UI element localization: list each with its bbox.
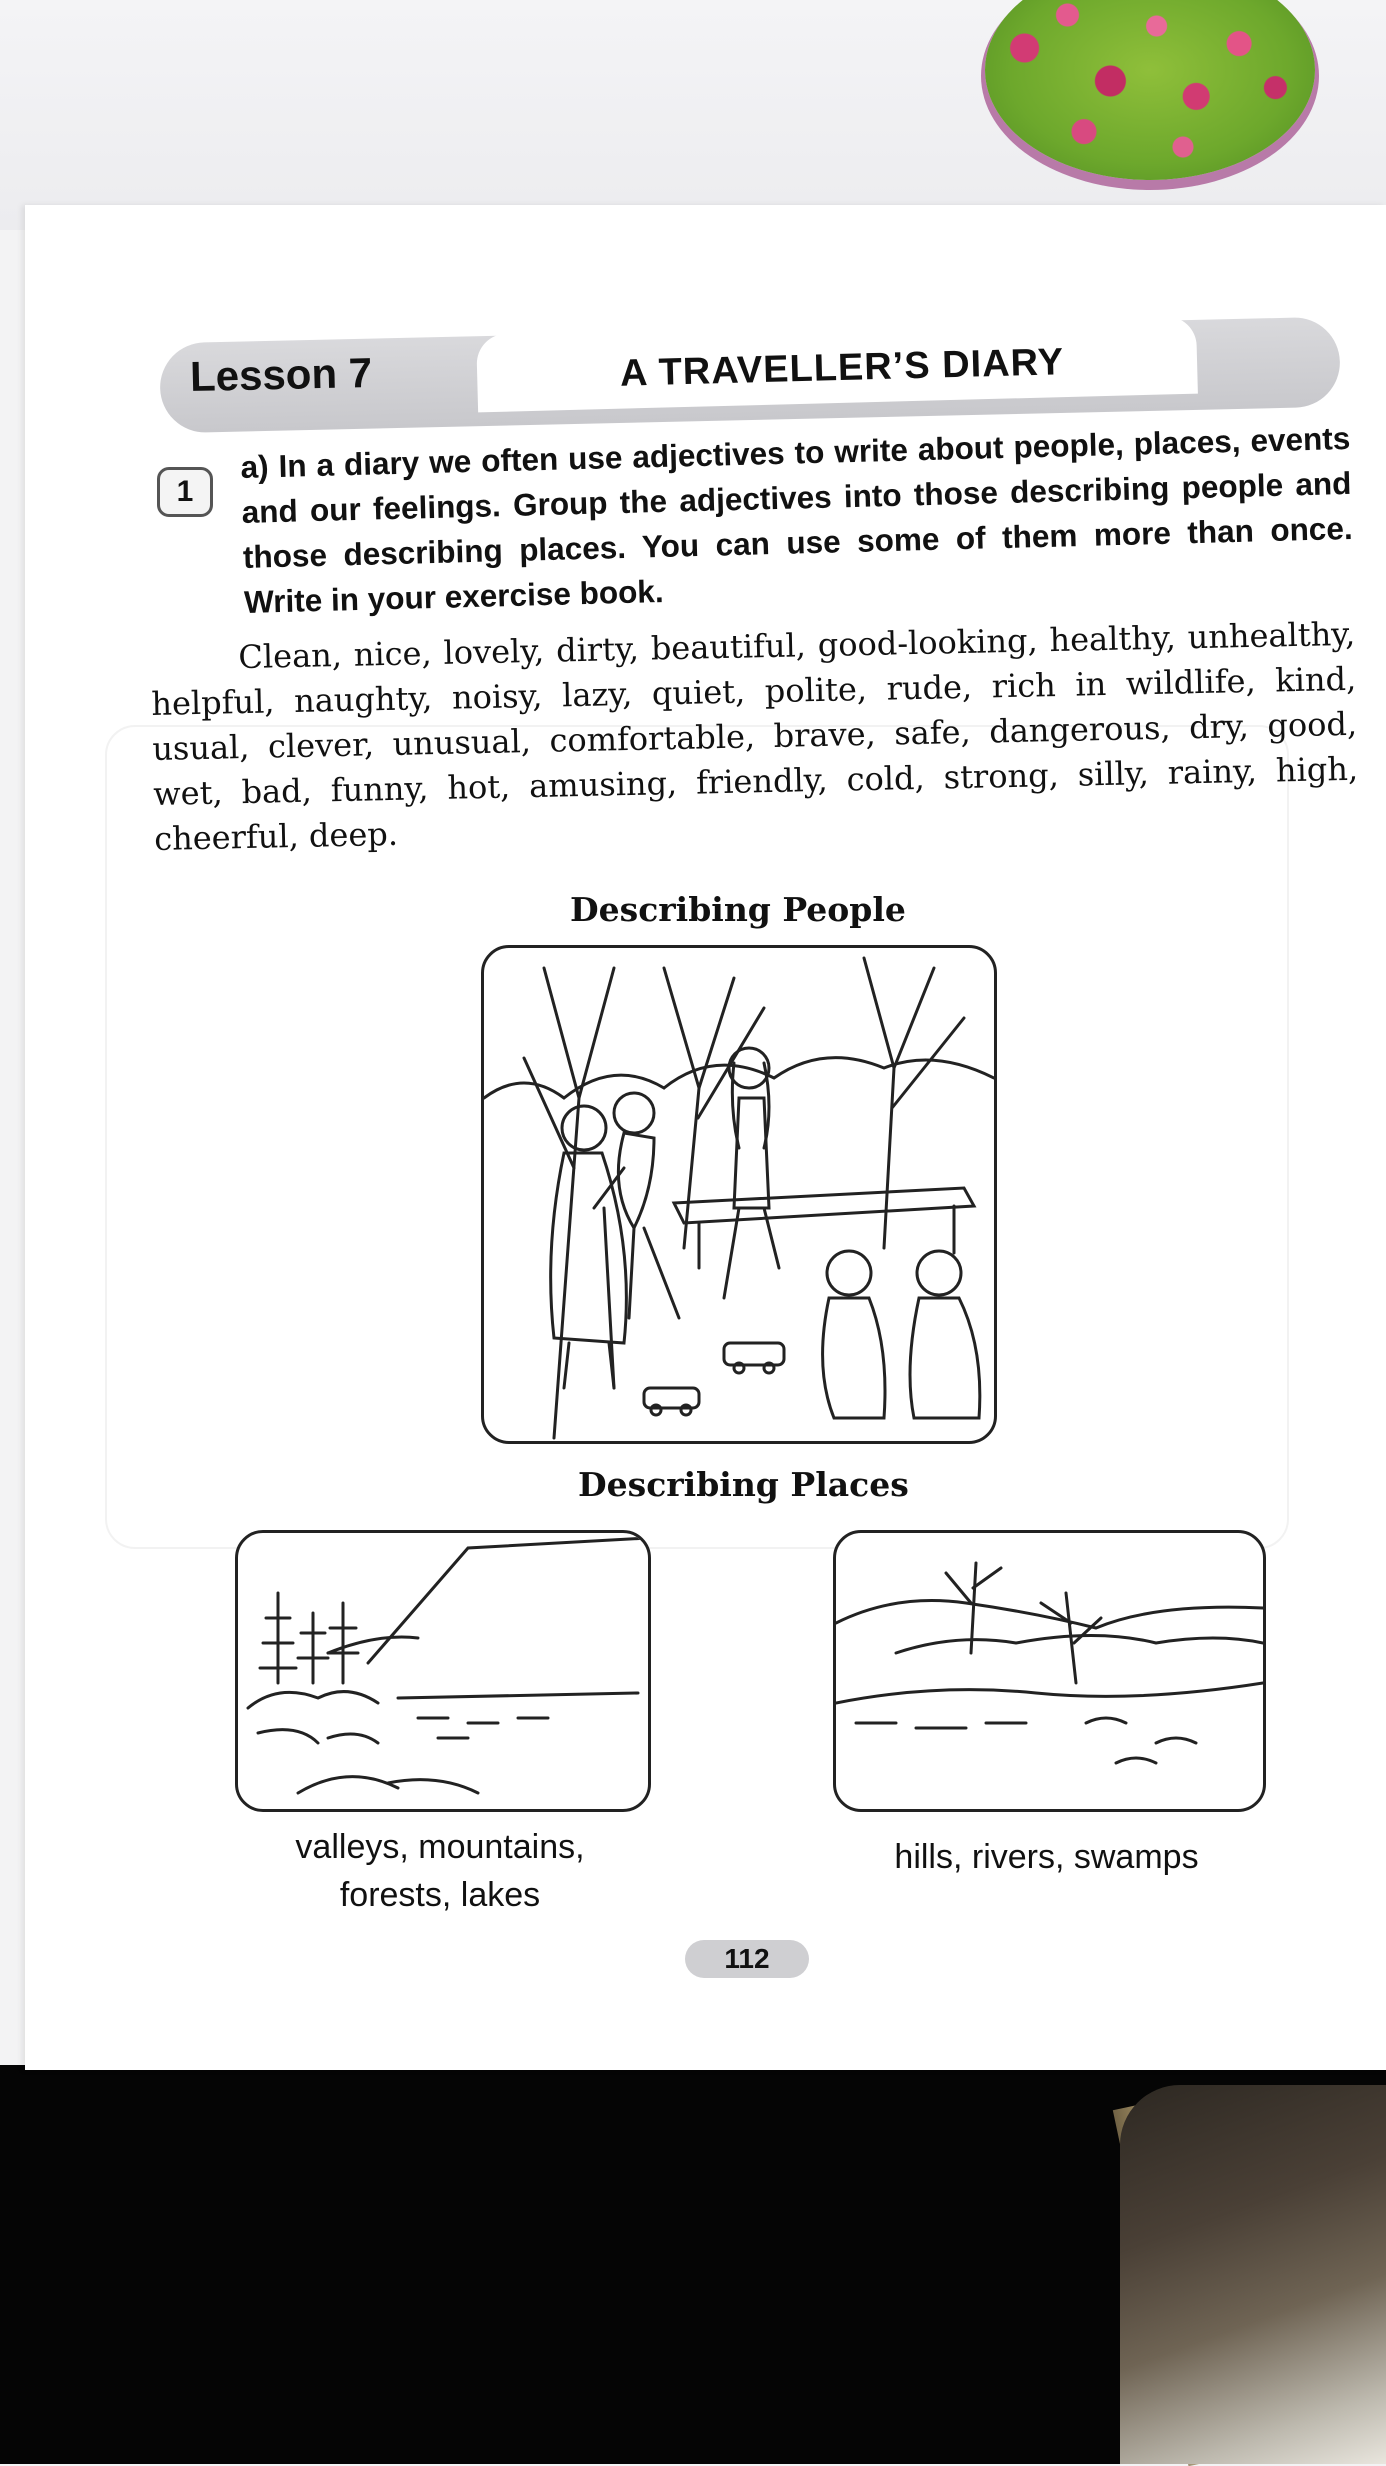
page-number: 112 — [685, 1940, 809, 1978]
boy-head — [614, 1093, 654, 1133]
valley-caption — [240, 1823, 640, 1919]
tree-right — [864, 958, 964, 1248]
valley-caption-line1: valleys, mountains, — [295, 1828, 585, 1866]
describing-places-heading: Describing Places — [578, 1465, 909, 1504]
valley-illustration — [235, 1530, 651, 1812]
old-woman-head — [562, 1106, 606, 1150]
pine-tree-1 — [260, 1593, 296, 1683]
swamp-tufts — [1086, 1718, 1196, 1763]
bag — [1120, 2085, 1386, 2464]
toy-car-1 — [724, 1343, 784, 1365]
lesson-title: A TRAVELLER’S DIARY — [619, 341, 1065, 395]
lesson-label: Lesson 7 — [189, 348, 373, 401]
walking-stick — [604, 1208, 614, 1388]
river-bank — [836, 1683, 1263, 1703]
bench-seat — [674, 1188, 974, 1223]
describing-people-heading: Describing People — [570, 890, 906, 929]
textbook-page — [25, 205, 1386, 2070]
exercise-instruction: a) In a diary we often use adjectives to write about people, places, events and our feelings. Group the adjectives into those describing people and those describing places. You can use some of them more than once. Write in your exercise book. — [240, 419, 1354, 620]
mountain-ridge — [368, 1538, 648, 1663]
kneeling-boy-head — [827, 1251, 871, 1295]
hills-river-drawing — [836, 1533, 1263, 1809]
hills-caption: hills, rivers, swamps — [894, 1838, 1199, 1876]
park-scene-drawing — [484, 948, 994, 1441]
adjective-word-list: Clean, nice, lovely, dirty, beautiful, good-looking, healthy, unhealthy, helpful, naughty, noisy, lazy, quiet, polite, rude, rich in wildlife, kind, usual, clever, unusual, comfortable, brave, safe, dangerous, dry, good, wet, bad, funny, hot, amusing, friendly, cold, strong, silly, rainy, high, cheerful, deep. — [151, 614, 1359, 858]
tree-middle — [664, 968, 764, 1248]
valley-lake-drawing — [238, 1533, 648, 1809]
tree-left — [524, 968, 614, 1438]
hills-illustration — [833, 1530, 1266, 1812]
kneeling-girl-head — [917, 1251, 961, 1295]
exercise-number-badge: 1 — [157, 467, 213, 517]
rocks-left — [248, 1692, 378, 1708]
valley-caption-line2: forests, lakes — [339, 1876, 541, 1914]
hills-line — [836, 1601, 1263, 1629]
lake-shore — [398, 1693, 638, 1698]
people-illustration — [481, 945, 997, 1444]
pine-tree-2 — [298, 1613, 328, 1683]
